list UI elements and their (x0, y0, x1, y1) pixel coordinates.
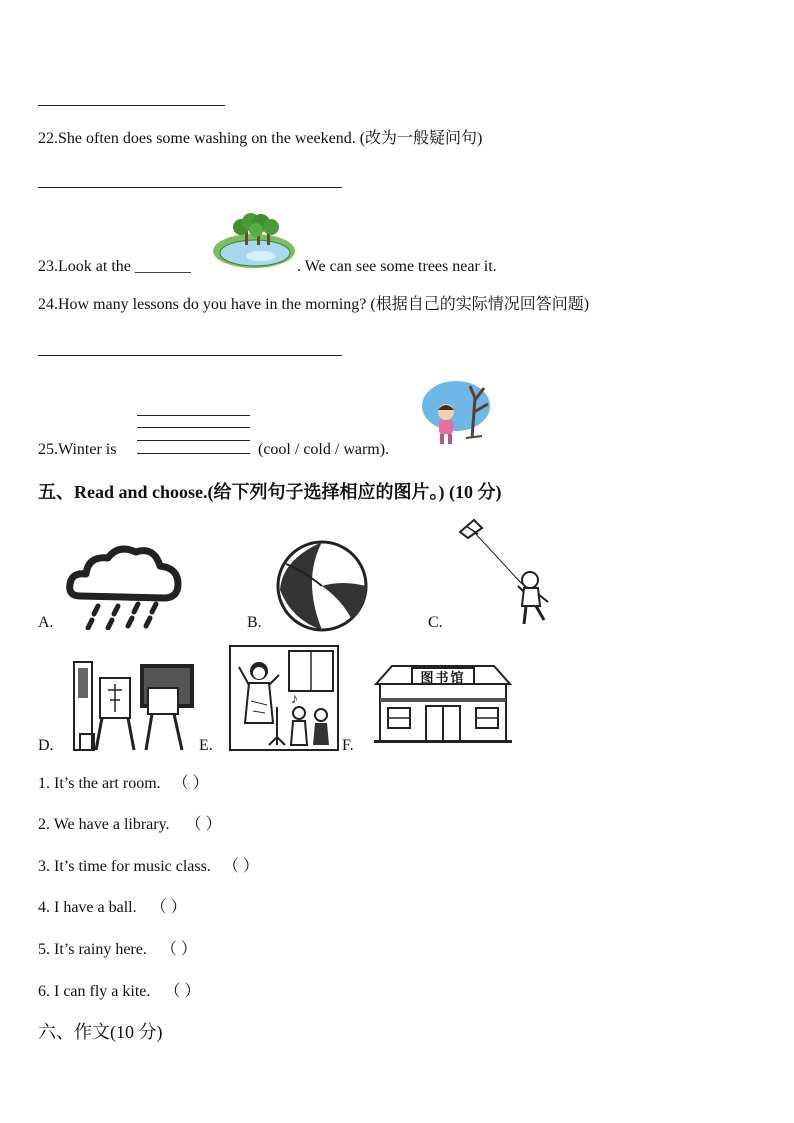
item-4 (38, 898, 187, 918)
picture-label-f: F. (342, 737, 354, 754)
question-24: 24.How many lessons do you have in the morning? (根据自己的实际情况回答问题) (38, 296, 590, 313)
option-line-3 (137, 440, 250, 441)
item-4-answer[interactable]: （ ） (150, 899, 187, 916)
answer-line-24[interactable] (38, 355, 342, 356)
rain-cloud-icon[interactable] (66, 540, 182, 630)
question-23-blank[interactable]: _______ (134, 258, 191, 275)
item-6-answer[interactable]: （ ） (164, 983, 201, 1000)
library-building-icon[interactable] (372, 654, 514, 744)
question-25-before: 25.Winter is (38, 441, 117, 458)
pond-icon (211, 213, 297, 271)
item-4-text: 4. I have a ball. (38, 899, 137, 916)
picture-label-e: E. (199, 737, 213, 754)
ball-icon[interactable] (272, 540, 372, 632)
picture-label-b: B. (247, 614, 262, 631)
item-1-answer[interactable]: （ ） (172, 775, 209, 792)
section-5-title: 五、Read and choose.(给下列句子选择相应的图片。) (10 分) (38, 482, 502, 502)
svg-text:♪: ♪ (291, 692, 298, 707)
section-6-title: 六、作文(10 分) (38, 1022, 163, 1042)
music-class-icon[interactable] (229, 645, 339, 751)
option-line-1 (137, 415, 250, 416)
picture-label-d: D. (38, 737, 54, 754)
item-3-answer[interactable]: （ ） (222, 858, 259, 875)
item-1-text: 1. It’s the art room. (38, 775, 161, 792)
question-22: 22.She often does some washing on the weekend. (改为一般疑问句) (38, 130, 483, 147)
item-2-answer[interactable]: （ ） (185, 816, 222, 833)
answer-line-21[interactable] (38, 105, 225, 106)
boy-flying-kite-icon[interactable] (452, 514, 552, 630)
item-5-text: 5. It’s rainy here. (38, 941, 147, 958)
item-6 (38, 982, 200, 1002)
picture-label-c: C. (428, 614, 443, 631)
item-2-text: 2. We have a library. (38, 816, 170, 833)
question-25-after: (cool / cold / warm). (258, 441, 390, 458)
answer-line-22[interactable] (38, 187, 342, 188)
item-6-text: 6. I can fly a kite. (38, 983, 151, 1000)
answer-line-25[interactable] (137, 453, 250, 454)
art-room-icon[interactable] (72, 660, 196, 752)
library-sign: 图书馆 (420, 671, 466, 686)
option-line-2 (137, 427, 250, 428)
question-23-after: . We can see some trees near it. (297, 258, 497, 275)
question-23 (38, 257, 191, 277)
item-3-text: 3. It’s time for music class. (38, 858, 211, 875)
picture-label-a: A. (38, 614, 54, 631)
item-3 (38, 857, 259, 877)
question-23-before: 23.Look at the (38, 258, 131, 275)
item-5 (38, 940, 197, 960)
item-1 (38, 774, 209, 794)
item-2 (38, 815, 222, 835)
item-5-answer[interactable]: （ ） (160, 941, 197, 958)
girl-winter-tree-icon (420, 378, 500, 448)
